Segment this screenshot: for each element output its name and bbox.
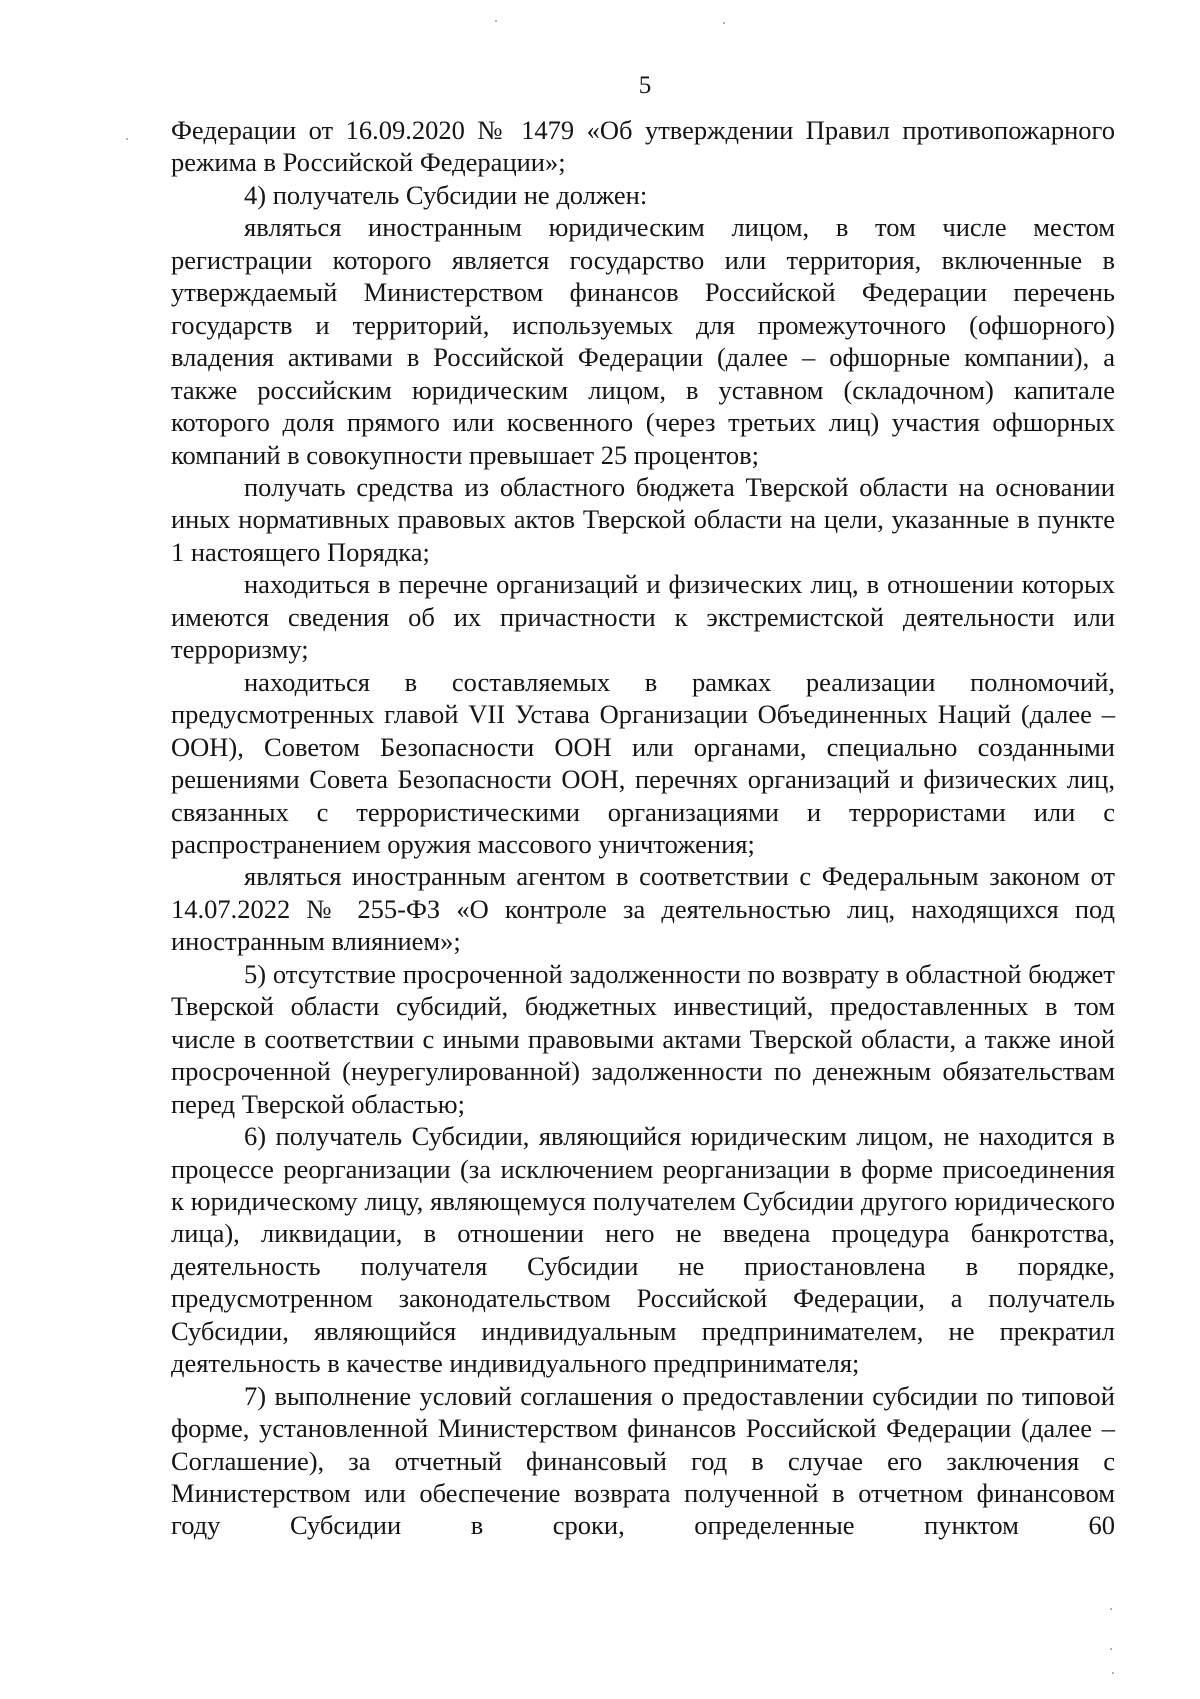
scan-speck — [1110, 1608, 1112, 1610]
page-number: 5 — [638, 72, 652, 99]
scan-speck — [723, 22, 725, 24]
paragraph-item-4-heading: 4) получатель Субсидии не должен: — [244, 179, 648, 210]
scan-speck — [126, 138, 128, 140]
paragraph-continuation: Федерации от 16.09.2020 № 1479 «Об утверждении Правил противопожарного режима в Российской Федерации»; — [171, 115, 1115, 178]
scan-speck — [1112, 1672, 1114, 1674]
paragraph-extremism-list: находиться в перечне организаций и физических лиц, в отношении которых имеются сведения об их причастности к экстремистской деятельности или терроризму; — [171, 569, 1115, 665]
paragraph-item-5-debt: 5) отсутствие просроченной задолженности по возврату в областной бюджет Тверской области субсидий, бюджетных инвестиций, предоставленных в том числе в соответствии с иными правовыми актами Тверской области, а также иной просроченной (неурегулированной) задолженности по денежным обязательствам перед Тверской областью; — [171, 958, 1115, 1119]
scan-speck — [1110, 1648, 1112, 1650]
document-body — [171, 114, 1115, 1542]
paragraph-un-lists: находиться в составляемых в рамках реализации полномочий, предусмотренных главой VII Устава Организации Объединенных Наций (далее – ООН), Советом Безопасности ООН или органами, специально созданными решениями Совета Безопасности ООН, перечнях организаций и физических лиц, связанных с террористическими организациями и террористами или с распространением оружия массового уничтожения; — [171, 666, 1115, 859]
paragraph-item-6-reorganization: 6) получатель Субсидии, являющийся юридическим лицом, не находится в процессе реорганизации (за исключением реорганизации в форме присоединения к юридическому лицу, являющемуся получателем Субсидии другого юридического лица), ликвидации, в отношении него не введена процедура банкротства, деятельность получателя Субсидии не приостановлена в порядке, предусмотренном законодательством Российской Федерации, а получатель Субсидии, являющийся индивидуальным предпринимателем, не прекратил деятельность в качестве индивидуального предпринимателя; — [171, 1121, 1115, 1379]
paragraph-offshore-companies: являться иностранным юридическим лицом, в том числе местом регистрации которого является государство или территория, включенные в утверждаемый Министерством финансов Российской Федерации перечень государств и территорий, используемых для промежуточного (офшорного) владения активами в Российской Федерации (далее – офшорные компании), а также российским юридическим лицом, в уставном (складочном) капитале которого доля прямого или косвенного (через третьих лиц) участия офшорных компаний в совокупности превышает 25 процентов; — [171, 212, 1115, 470]
paragraph-item-7-agreement: 7) выполнение условий соглашения о предоставлении субсидии по типовой форме, установленной Министерством финансов Российской Федерации (далее – Соглашение), за отчетный финансовый год в случае его заключения с Министерством или обеспечение возврата полученной в отчетном финансовом году Субсидии в сроки, определенные пунктом 60 — [171, 1380, 1115, 1541]
paragraph-regional-budget-funds: получать средства из областного бюджета Тверской области на основании иных нормативных правовых актов Тверской области на цели, указанные в пункте 1 настоящего Порядка; — [171, 471, 1115, 567]
paragraph-foreign-agent: являться иностранным агентом в соответствии с Федеральным законом от 14.07.2022 № 255-ФЗ «О контроле за деятельностью лиц, находящихся под иностранным влиянием»; — [171, 861, 1115, 957]
scan-speck — [495, 20, 497, 22]
